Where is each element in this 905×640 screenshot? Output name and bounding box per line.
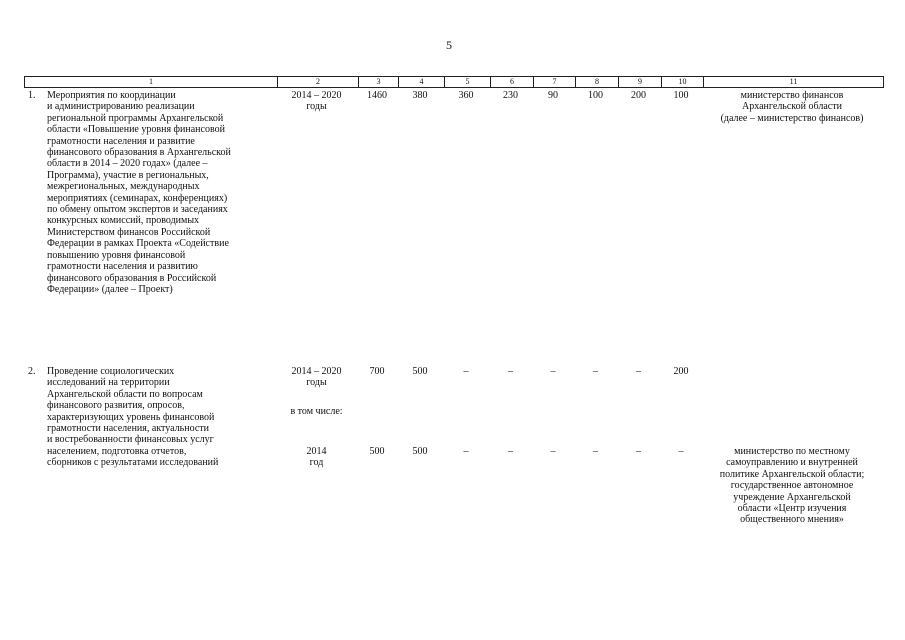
- table-header-row: [24, 76, 884, 88]
- column-header-1: 1: [149, 77, 153, 86]
- row-1-value-8: 100: [588, 90, 603, 101]
- row-2-sub-value-9: –: [636, 446, 641, 457]
- row-2-including-label: в том числе:: [290, 406, 343, 417]
- column-header-4: 4: [398, 77, 444, 87]
- row-1-executor: министерство финансов Архангельской области (далее – министерство финансов): [720, 90, 864, 124]
- column-header-10: 10: [661, 77, 703, 87]
- row-2-sub-period: 2014 год: [306, 446, 327, 469]
- row-2-value-3: 700: [369, 366, 385, 377]
- row-2-value-5: –: [463, 366, 469, 377]
- column-header-8: 8: [575, 77, 618, 87]
- row-2-sub-value-6: –: [508, 446, 513, 457]
- row-1-value-6: 230: [503, 90, 518, 101]
- row-2-sub-value-8: –: [593, 446, 598, 457]
- row-1-value-7: 90: [548, 90, 558, 101]
- row-1-value-9: 200: [631, 90, 646, 101]
- row-2-sub-value-4: 500: [412, 446, 428, 457]
- row-2-sub-value-5: –: [463, 446, 469, 457]
- row-2-value-6: –: [508, 366, 513, 377]
- row-1-value-10: 100: [673, 90, 689, 101]
- column-header-2: 2: [277, 77, 358, 87]
- column-header-11: 11: [703, 77, 883, 87]
- column-header-5: 5: [444, 77, 490, 87]
- row-2-sub-value-3: 500: [369, 446, 385, 457]
- row-1-period: 2014 – 2020 годы: [291, 90, 342, 113]
- row-2-sub-executor: министерство по местному самоуправлению и внутренней политике Архангельской области; государственное автономное учреждение Архангельской области «Центр изучения общественного мнения»: [719, 446, 865, 526]
- row-2-sub-value-7: –: [550, 446, 556, 457]
- row-2-period: 2014 – 2020 годы: [291, 366, 342, 389]
- row-2-sub-value-10: –: [678, 446, 684, 457]
- row-2-name: Проведение социологических исследований на территории Архангельской области по вопросам финансового развития, опросов, характеризующих уровень финансовой грамотности населения, актуальности и востребованности финансовых услуг населением, подготовка отчетов, сборников с результатами исследований: [47, 366, 219, 469]
- row-1-value-3: 1460: [367, 90, 387, 101]
- column-header-3: 3: [358, 77, 398, 87]
- row-1-index: 1.: [28, 90, 36, 101]
- row-2-value-10: 200: [673, 366, 689, 377]
- column-header-7: 7: [533, 77, 575, 87]
- row-1-name: Мероприятия по координации и администрированию реализации региональной программы Архангельской области «Повышение уровня финансовой грамотности населения и развитие финансового образования в Архангельской области в 2014 – 2020 годах» (далее – Программа), участие в региональных, межрегиональных, международных мероприятиях (семинарах, конференциях) по обмену опытом экспертов и заседаниях конкурсных комиссий, проводимых Министерством финансов Российской Федерации в рамках Проекта «Содействие повышению уровня финансовой грамотности населения и развитию финансового образования в Российской Федерации» (далее – Проект): [47, 90, 231, 295]
- row-2-value-8: –: [593, 366, 598, 377]
- column-header-6: 6: [490, 77, 533, 87]
- row-2-index: 2.: [28, 366, 36, 377]
- row-2-value-4: 500: [412, 366, 428, 377]
- column-header-9: 9: [618, 77, 661, 87]
- row-2-value-9: –: [636, 366, 641, 377]
- row-1-value-5: 360: [458, 90, 474, 101]
- page-number: 5: [446, 38, 452, 52]
- row-1-value-4: 380: [412, 90, 428, 101]
- row-2-value-7: –: [550, 366, 556, 377]
